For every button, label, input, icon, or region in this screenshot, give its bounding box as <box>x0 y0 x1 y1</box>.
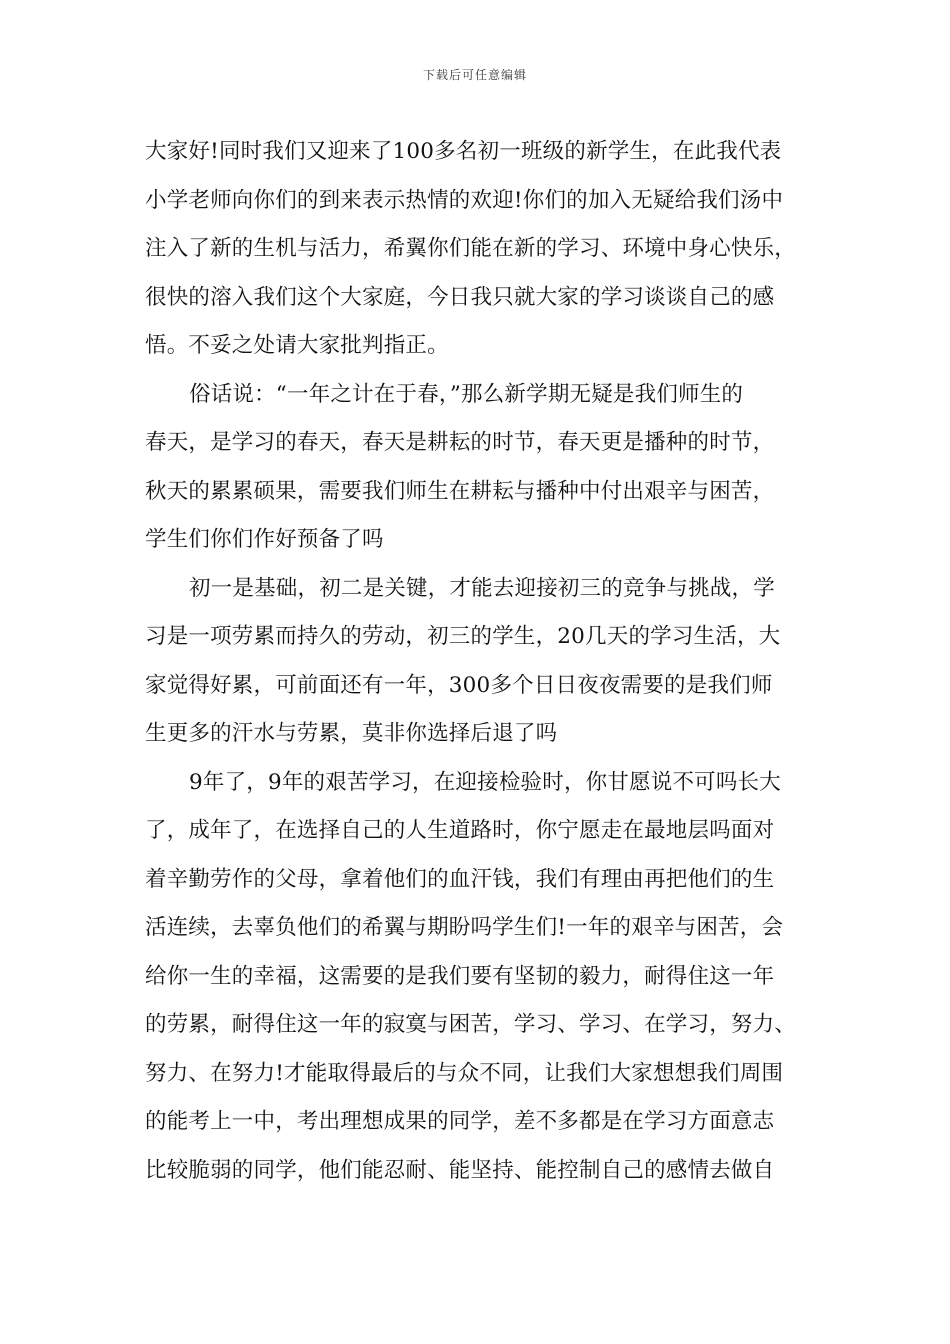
text-line: 大家好!同时我们又迎来了100多名初一班级的新学生，在此我代表 <box>145 139 782 164</box>
text-line: 了，成年了，在选择自己的人生道路时，你宁愿走在最地层吗面对 <box>145 818 775 843</box>
text-line: 悟。不妥之处请大家批判指正。 <box>145 333 449 358</box>
text-line: 着辛勤劳作的父母，拿着他们的血汗钱，我们有理由再把他们的生 <box>145 866 775 892</box>
text-line: 学生们你们作好预备了吗 <box>145 527 384 552</box>
text-line: 的能考上一中，考出理想成果的同学，差不多都是在学习方面意志 <box>145 1109 775 1134</box>
text-line: 给你一生的幸福，这需要的是我们要有坚韧的毅力，耐得住这一年 <box>145 963 775 989</box>
text-line: 9年了，9年的艰苦学习，在迎接检验时，你甘愿说不可吗长大 <box>189 769 781 795</box>
text-line: 秋天的累累硕果，需要我们师生在耕耘与播种中付出艰辛与困苦， <box>145 478 775 504</box>
text-line: 小学老师向你们的到来表示热情的欢迎!你们的加入无疑给我们汤中 <box>145 187 784 213</box>
page-header-note: 下载后可任意编辑 <box>422 68 527 82</box>
text-line: 习是一项劳累而持久的劳动，初三的学生，20几天的学习生活，大 <box>145 624 781 649</box>
text-line: 的劳累，耐得住这一年的寂寞与困苦，学习、学习、在学习，努力、 <box>145 1012 797 1037</box>
text-line: 生更多的汗水与劳累，莫非你选择后退了吗 <box>145 721 558 746</box>
text-line: 比较脆弱的同学，他们能忍耐、能坚持、能控制自己的感情去做自 <box>145 1157 775 1183</box>
text-line: 初一是基础，初二是关键，才能去迎接初三的竞争与挑战，学 <box>189 575 775 601</box>
text-line: 努力、在努力!才能取得最后的与众不同，让我们大家想想我们周围 <box>145 1060 784 1086</box>
text-line: 很快的溶入我们这个大家庭，今日我只就大家的学习谈谈自己的感 <box>145 284 775 310</box>
text-line: 活连续，去辜负他们的希翼与期盼吗学生们!一年的艰辛与困苦，会 <box>145 915 784 940</box>
text-line: 注入了新的生机与活力，希翼你们能在新的学习、环境中身心快乐， <box>145 236 797 261</box>
text-line: 家觉得好累，可前面还有一年，300多个日日夜夜需要的是我们师 <box>145 672 773 698</box>
text-line: 俗话说：“一年之计在于春，”那么新学期无疑是我们师生的 <box>189 381 744 407</box>
document-body <box>145 128 813 1195</box>
text-line: 春天，是学习的春天，春天是耕耘的时节，春天更是播种的时节， <box>145 430 775 455</box>
